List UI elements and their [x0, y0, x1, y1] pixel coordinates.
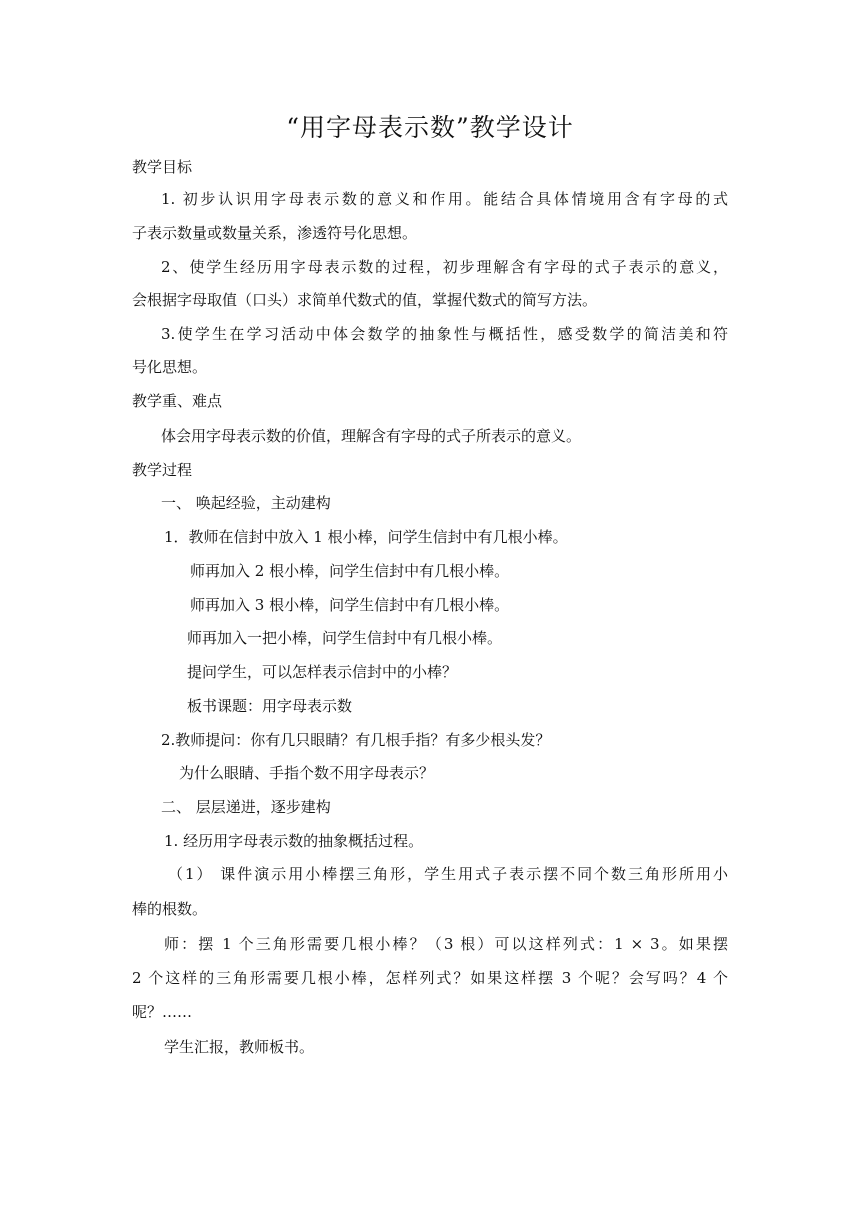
part-2-heading: 二、 层层递进，逐步建构: [161, 798, 331, 816]
part-2-teacher-line-2: 2 个这样的三角形需要几根小棒，怎样列式？如果这样摆 3 个呢？会写吗？4 个: [132, 969, 728, 987]
part-1-heading: 一、 唤起经验，主动建构: [161, 494, 331, 512]
part-1-item-1: 1．教师在信封中放入 1 根小棒，问学生信封中有几根小棒。: [164, 528, 568, 546]
part-2-teacher-line-1: 师：摆 1 个三角形需要几根小棒？（3 根）可以这样列式：1 × 3。如果摆: [164, 935, 728, 953]
part-1-add-3: 师再加入 3 根小棒，问学生信封中有几根小棒。: [190, 596, 510, 614]
goal-3-line-1: 3.使学生在学习活动中体会数学的抽象性与概括性，感受数学的简洁美和符: [161, 325, 728, 343]
part-2-item-1: 1. 经历用字母表示数的抽象概括过程。: [164, 832, 424, 850]
goal-1-line-2: 子表示数量或数量关系，渗透符号化思想。: [132, 224, 418, 242]
section-heading-goals: 教学目标: [132, 158, 193, 176]
goal-3-line-2: 号化思想。: [132, 358, 208, 376]
section-heading-key-points: 教学重、难点: [132, 392, 223, 410]
part-2-sub-1-line-2: 棒的根数。: [132, 900, 208, 918]
goal-2-line-2: 会根据字母取值（口头）求简单代数式的值，掌握代数式的简写方法。: [132, 291, 598, 309]
part-2-student-report: 学生汇报，教师板书。: [164, 1038, 315, 1056]
section-heading-process: 教学过程: [132, 461, 193, 479]
part-1-question: 提问学生，可以怎样表示信封中的小棒？: [187, 663, 458, 681]
part-1-item-2: 2.教师提问：你有几只眼睛？有几根手指？有多少根头发？: [161, 731, 551, 749]
part-1-board-title: 板书课题：用字母表示数: [187, 697, 353, 715]
part-2-sub-1-line-1: （1） 课件演示用小棒摆三角形，学生用式子表示摆不同个数三角形所用小: [168, 865, 728, 883]
document-title: “用字母表示数”教学设计: [286, 113, 574, 142]
part-1-why: 为什么眼睛、手指个数不用字母表示？: [179, 764, 435, 782]
part-2-teacher-line-3: 呢？……: [132, 1003, 193, 1021]
part-1-add-handful: 师再加入一把小棒，问学生信封中有几根小棒。: [187, 629, 503, 647]
part-1-add-2: 师再加入 2 根小棒，问学生信封中有几根小棒。: [190, 562, 510, 580]
goal-1-line-1: 1. 初步认识用字母表示数的意义和作用。能结合具体情境用含有字母的式: [161, 190, 728, 208]
goal-2-line-1: 2、使学生经历用字母表示数的过程，初步理解含有字母的式子表示的意义，: [161, 258, 728, 276]
key-points-text: 体会用字母表示数的价值，理解含有字母的式子所表示的意义。: [161, 427, 582, 445]
